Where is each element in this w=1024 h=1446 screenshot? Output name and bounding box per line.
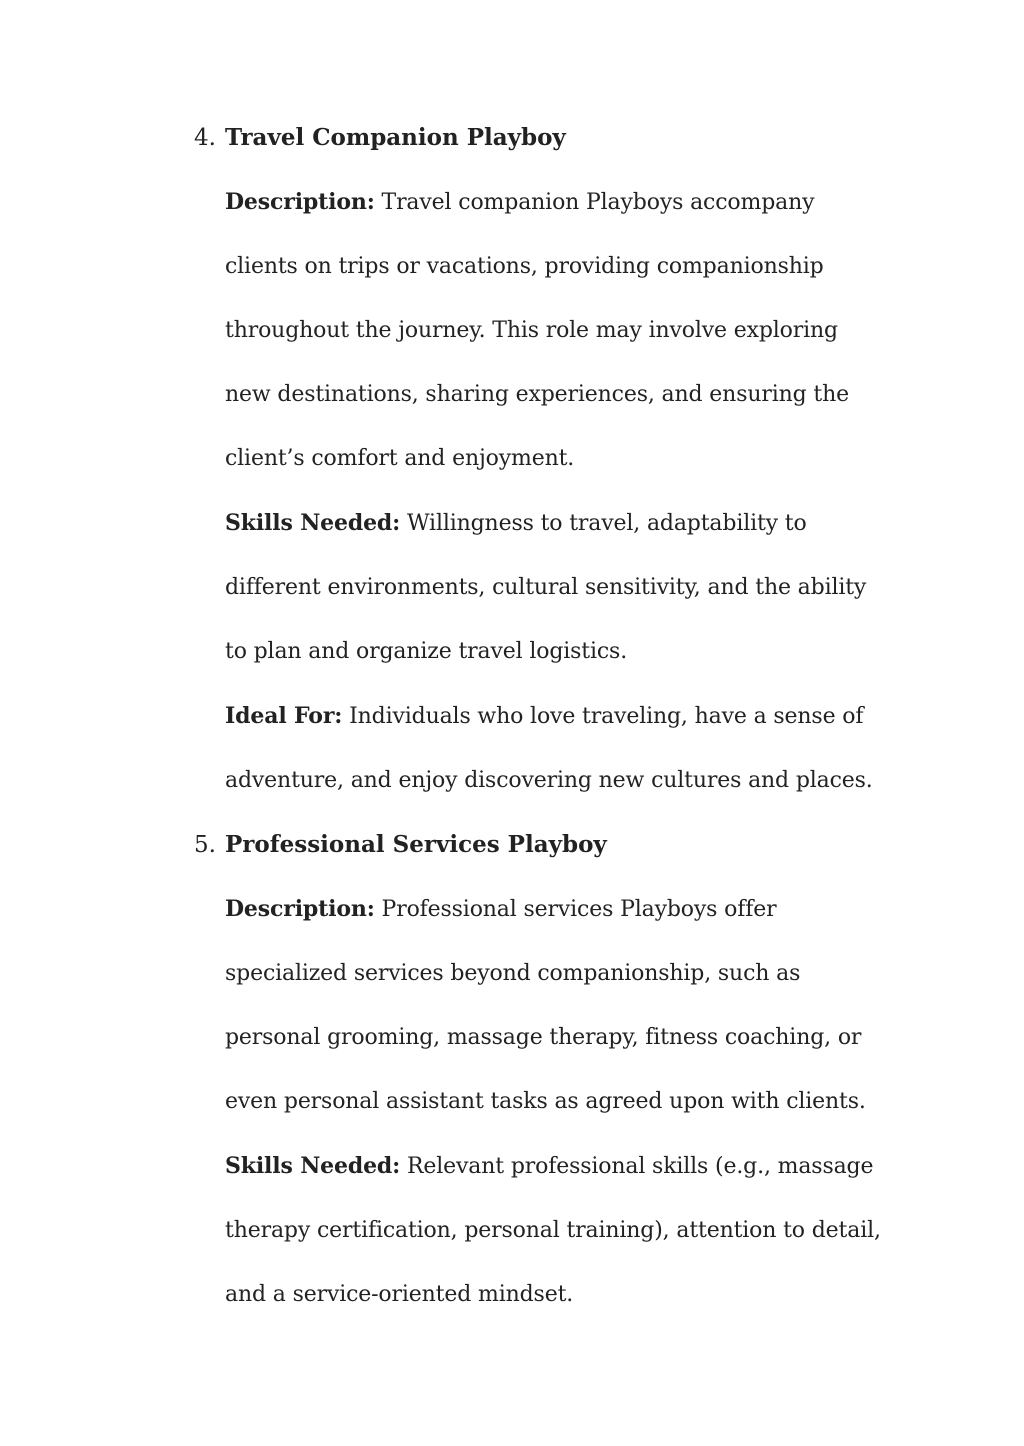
- text-line: personal grooming, massage therapy, fitness coaching, or: [225, 1025, 862, 1050]
- skills-label: Skills Needed:: [225, 1153, 401, 1179]
- text-span: Individuals who love traveling, have a sense of: [342, 704, 864, 729]
- description-paragraph: [225, 877, 914, 1134]
- description-label: Description:: [225, 896, 375, 922]
- section-title: Travel Companion Playboy: [225, 124, 566, 151]
- text-line: and a service-oriented mindset.: [225, 1282, 574, 1307]
- text-line: clients on trips or vacations, providing companionship: [225, 254, 824, 279]
- skills-paragraph: [225, 1134, 914, 1327]
- text-line: even personal assistant tasks as agreed upon with clients.: [225, 1089, 866, 1114]
- text-span: Professional services Playboys offer: [374, 897, 777, 922]
- text-line: [225, 170, 914, 235]
- skills-paragraph: [225, 491, 914, 684]
- text-span: Travel companion Playboys accompany: [374, 190, 815, 215]
- text-line: different environments, cultural sensitivity, and the ability: [225, 575, 867, 600]
- text-line: new destinations, sharing experiences, and ensuring the: [225, 382, 849, 407]
- text-line: [225, 491, 914, 556]
- description-paragraph: [225, 170, 914, 491]
- list-item-travel-companion: [194, 106, 914, 813]
- section-title: Professional Services Playboy: [225, 831, 607, 858]
- list-item-content: [225, 813, 914, 1327]
- text-line: client’s comfort and enjoyment.: [225, 446, 575, 471]
- list-item-professional-services: [194, 813, 914, 1327]
- text-line: specialized services beyond companionship, such as: [225, 961, 801, 986]
- text-line: [225, 877, 914, 942]
- text-line: throughout the journey. This role may involve exploring: [225, 318, 838, 343]
- text-span: Willingness to travel, adaptability to: [400, 511, 807, 536]
- list-item-number: 4.: [194, 125, 216, 151]
- list-item-number: 5.: [194, 832, 216, 858]
- text-line: therapy certification, personal training), attention to detail,: [225, 1218, 881, 1243]
- ideal-for-label: Ideal For:: [225, 703, 343, 729]
- text-line: [225, 684, 914, 749]
- skills-label: Skills Needed:: [225, 510, 401, 536]
- description-label: Description:: [225, 189, 375, 215]
- ideal-for-paragraph: [225, 684, 914, 813]
- text-span: Relevant professional skills (e.g., massage: [400, 1154, 874, 1179]
- playboy-types-list: [194, 106, 914, 1327]
- text-line: [225, 1134, 914, 1199]
- text-line: to plan and organize travel logistics.: [225, 639, 628, 664]
- text-line: adventure, and enjoy discovering new cultures and places.: [225, 768, 873, 793]
- list-item-content: [225, 106, 914, 813]
